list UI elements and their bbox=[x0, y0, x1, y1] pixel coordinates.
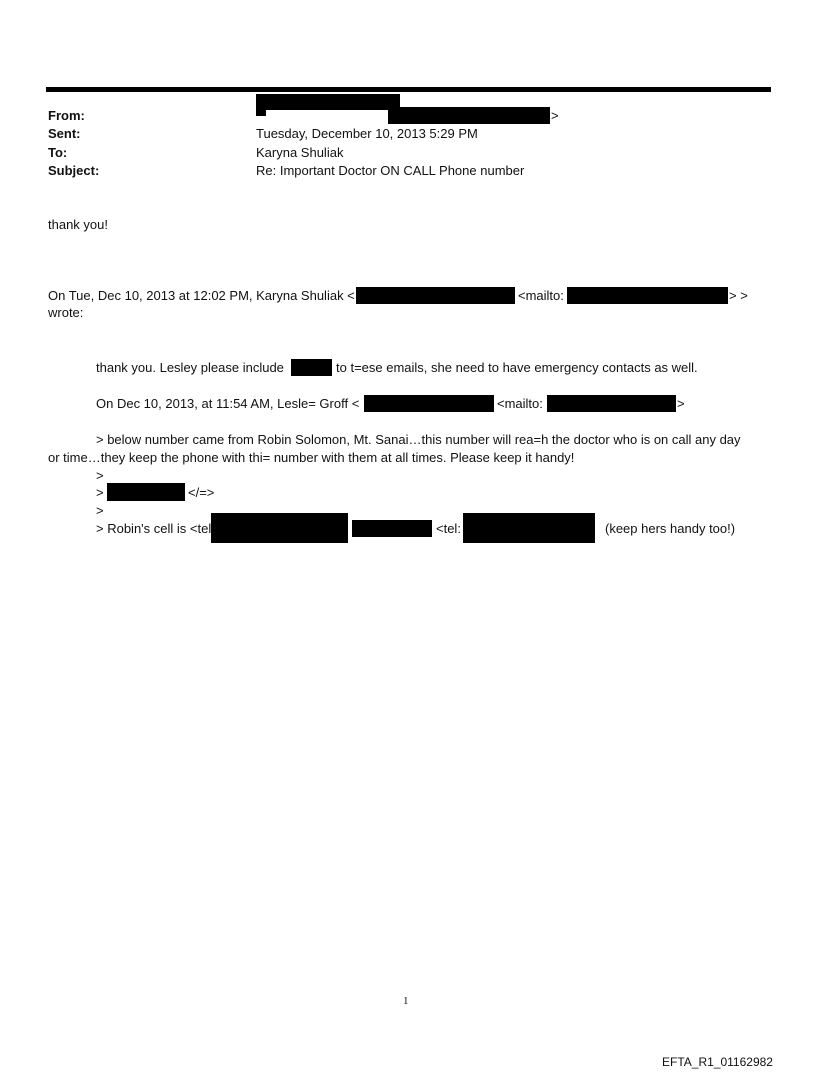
redaction-name bbox=[291, 359, 332, 376]
quote-marker-3: > bbox=[96, 503, 104, 518]
message-line-1: thank you. Lesley please include bbox=[96, 360, 284, 375]
quote-2-prefix: On Dec 10, 2013, at 11:54 AM, Lesle= Groff < bbox=[96, 396, 360, 411]
quote-marker-1: > bbox=[96, 468, 104, 483]
redaction-tel-1 bbox=[211, 513, 348, 543]
to-label: To: bbox=[48, 145, 68, 160]
quote-header-prefix: On Tue, Dec 10, 2013 at 12:02 PM, Karyna Shuliak < bbox=[48, 288, 355, 303]
message-line-1-cont: to t=ese emails, she need to have emergency contacts as well. bbox=[336, 360, 698, 375]
redaction-email-2 bbox=[364, 395, 494, 412]
from-label: From: bbox=[48, 108, 85, 123]
redaction-mailto-email-2 bbox=[547, 395, 676, 412]
quote-2-mailto: <mailto: bbox=[497, 396, 543, 411]
from-suffix: > bbox=[551, 108, 559, 123]
quote-2-end: > bbox=[677, 396, 685, 411]
quote-marker-2: > bbox=[96, 485, 104, 500]
quote-header-end: > > bbox=[729, 288, 748, 303]
robin-cell-line: > Robin's cell is <tel bbox=[96, 521, 212, 536]
subject-label: Subject: bbox=[48, 163, 100, 178]
header-rule bbox=[46, 87, 771, 92]
redaction-tel-3 bbox=[463, 513, 595, 543]
paragraph-line-1: > below number came from Robin Solomon, Mt. Sanai…this number will rea=h the doctor who is on call any day bbox=[96, 432, 741, 447]
redaction-phone-number bbox=[107, 483, 185, 501]
redaction-tel-2 bbox=[352, 520, 432, 537]
robin-tel: <tel: bbox=[436, 521, 461, 536]
robin-note: (keep hers handy too!) bbox=[605, 521, 736, 536]
quote-header-mailto: <mailto: bbox=[518, 288, 564, 303]
closing-tag: </=> bbox=[188, 485, 215, 500]
page-number: 1 bbox=[403, 995, 409, 1007]
reply-text: thank you! bbox=[48, 217, 108, 232]
to-value: Karyna Shuliak bbox=[256, 145, 344, 160]
redaction-from-email bbox=[388, 107, 550, 124]
quote-header-wrote: wrote: bbox=[48, 305, 84, 320]
redaction-email bbox=[356, 287, 515, 304]
subject-value: Re: Important Doctor ON CALL Phone number bbox=[256, 163, 525, 178]
bates-number: EFTA_R1_01162982 bbox=[662, 1055, 773, 1069]
redaction-from-name-tail bbox=[256, 110, 266, 116]
paragraph-line-2: or time…they keep the phone with thi= number with them at all times. Please keep it handy! bbox=[48, 450, 575, 465]
sent-value: Tuesday, December 10, 2013 5:29 PM bbox=[256, 126, 478, 141]
sent-label: Sent: bbox=[48, 126, 81, 141]
redaction-mailto-email bbox=[567, 287, 728, 304]
redaction-from-name-top bbox=[256, 94, 400, 110]
